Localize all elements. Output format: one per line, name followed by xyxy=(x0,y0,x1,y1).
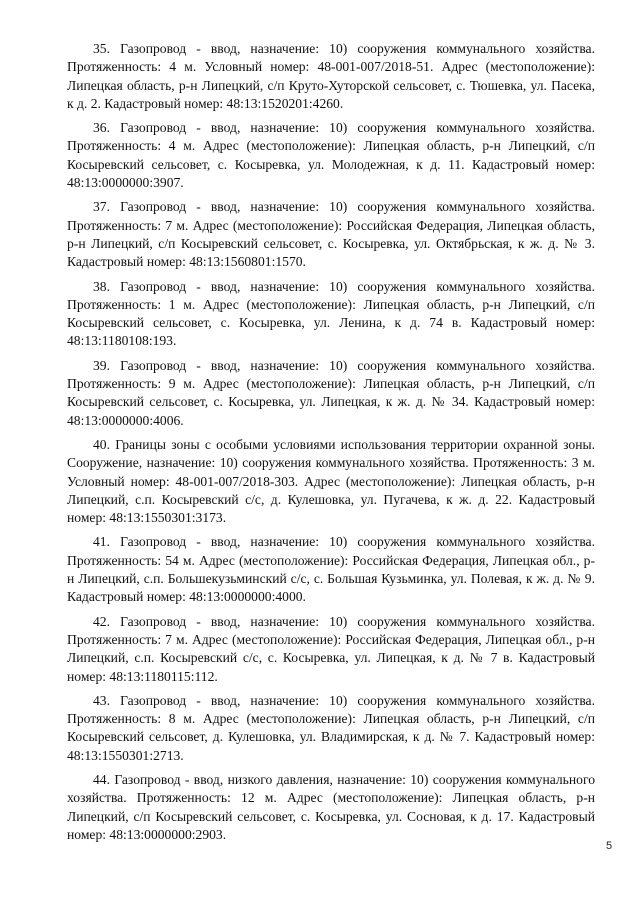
list-item: 38. Газопровод - ввод, назначение: 10) сооружения коммунального хозяйства. Протяженность: 1 м. Адрес (местоположение): Липецкая область, р-н Липецкий, с/п Косыревский сельсовет, с. Косыревка, ул. Ленина, к д. 74 в. Кадастровый номер: 48:13:1180108:193. xyxy=(67,278,595,349)
page-number: 5 xyxy=(606,840,613,852)
list-item: 44. Газопровод - ввод, низкого давления, назначение: 10) сооружения коммунального хозяйства. Протяженность: 12 м. Адрес (местоположение): Липецкая область, р-н Липецкий, с/п Косыревский сельсовет, с. Косыревка, ул. Сосновая, к д. 17. Кадастровый номер: 48:13:0000000:2903. xyxy=(67,771,595,842)
list-item: 39. Газопровод - ввод, назначение: 10) сооружения коммунального хозяйства. Протяженность: 9 м. Адрес (местоположение): Липецкая область, р-н Липецкий, с/п Косыревский сельсовет, с. Косыревка, ул. Липецкая, к ж. д. № 34. Кадастровый номер: 48:13:0000000:4006. xyxy=(67,357,595,428)
list-item: 36. Газопровод - ввод, назначение: 10) сооружения коммунального хозяйства. Протяженность: 4 м. Адрес (местоположение): Липецкая область, р-н Липецкий, с/п Косыревский сельсовет, с. Косыревка, ул. Молодежная, к д. 11. Кадастровый номер: 48:13:0000000:3907. xyxy=(67,120,595,191)
list-item: 43. Газопровод - ввод, назначение: 10) сооружения коммунального хозяйства. Протяженность: 8 м. Адрес (местоположение): Липецкая область, р-н Липецкий, с/п Косыревский сельсовет, д. Кулешовка, ул. Владимирская, к д. № 7. Кадастровый номер: 48:13:1550301:2713. xyxy=(67,692,595,763)
list-item: 41. Газопровод - ввод, назначение: 10) сооружения коммунального хозяйства. Протяженность: 54 м. Адрес (местоположение): Российская Федерация, Липецкая обл., р-н Липецкий, с.п. Большекузьминский с/с, с. Большая Кузьминка, ул. Полевая, к ж. д. № 9. Кадастровый номер: 48:13:0000000:4000. xyxy=(67,534,595,605)
list-item: 40. Границы зоны с особыми условиями использования территории охранной зоны. Сооружение, назначение: 10) сооружения коммунального хозяйства. Протяженность: 3 м. Условный номер: 48-001-007/2018-303. Адрес (местоположение): Липецкая область, р-н Липецкий, с.п. Косыревский с/с, д. Кулешовка, ул. Пугачева, к ж. д. 22. Кадастровый номер: 48:13:1550301:3173. xyxy=(67,436,595,526)
list-item: 35. Газопровод - ввод, назначение: 10) сооружения коммунального хозяйства. Протяженность: 4 м. Условный номер: 48-001-007/2018-51. Адрес (местоположение): Липецкая область, р-н Липецкий, с/п Круто-Хуторской сельсовет, с. Тюшевка, ул. Пасека, к д. 2. Кадастровый номер: 48:13:1520201:4260. xyxy=(67,41,595,111)
list-item: 42. Газопровод - ввод, назначение: 10) сооружения коммунального хозяйства. Протяженность: 7 м. Адрес (местоположение): Российская Федерация, Липецкая обл., р-н Липецкий, с.п. Косыревский с/с, с. Косыревка, ул. Липецкая, к д. № 7 в. Кадастровый номер: 48:13:1180115:112. xyxy=(67,613,595,684)
list-item: 37. Газопровод - ввод, назначение: 10) сооружения коммунального хозяйства. Протяженность: 7 м. Адрес (местоположение): Российская Федерация, Липецкая область, р-н Липецкий, с/п Косыревский сельсовет, с. Косыревка, ул. Октябрьская, к ж. д. № 3. Кадастровый номер: 48:13:1560801:1570. xyxy=(67,199,595,270)
document-body xyxy=(67,40,595,850)
